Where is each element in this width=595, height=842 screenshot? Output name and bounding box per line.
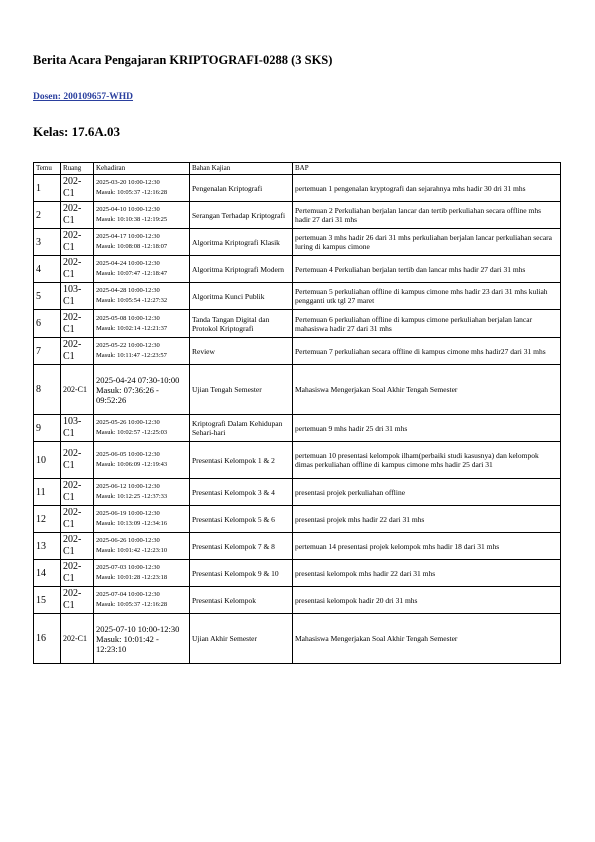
session-report: Pertemuan 2 Perkuliahan berjalan lancar dan tertib perkuliahan secara offline mhs hadir 27 dari 31 mhs xyxy=(293,202,561,229)
session-report: pertemuan 14 presentasi projek kelompok mhs hadir 18 dari 31 mhs xyxy=(293,533,561,560)
room: 202-C1 xyxy=(61,587,94,614)
meeting-number: 2 xyxy=(34,202,61,229)
check-in-time: Masuk: 10:05:37 -12:16:28 xyxy=(96,189,168,196)
table-row xyxy=(34,442,561,479)
room: 202-C1 xyxy=(61,614,94,664)
lecturer-link[interactable] xyxy=(33,92,133,102)
table-row xyxy=(34,479,561,506)
session-report: pertemuan 1 pengenalan kryptografi dan sejarahnya mhs hadir 30 dri 31 mhs xyxy=(293,175,561,202)
topic: Algoritma Kriptografi Klasik xyxy=(190,229,293,256)
check-in-time: Masuk: 10:02:14 -12:21:37 xyxy=(96,324,168,332)
room: 103-C1 xyxy=(61,283,94,310)
lecturer-id[interactable]: Dosen: 200109657-WHD xyxy=(33,92,134,102)
topic: Presentasi Kelompok 7 & 8 xyxy=(190,533,293,560)
attendance-cell xyxy=(94,256,190,283)
session-report: Mahasiswa Mengerjakan Soal Akhir Tengah Semester xyxy=(293,365,561,415)
session-report: pertemuan 9 mhs hadir 25 dri 31 mhs xyxy=(293,415,561,442)
table-row xyxy=(34,614,561,664)
attendance-table xyxy=(33,162,561,664)
attendance-cell xyxy=(94,442,190,479)
room: 202-C1 xyxy=(61,256,94,283)
session-report: Pertemuan 4 Perkuliahan berjalan tertib dan lancar mhs hadir 27 dari 31 mhs xyxy=(293,256,561,283)
col-header-kehadiran: Kehadiran xyxy=(94,163,190,175)
room: 202-C1 xyxy=(61,533,94,560)
schedule-time: 2025-07-03 10:00-12:30 xyxy=(96,564,160,571)
check-in-time: Masuk: 10:07:47 -12:18:47 xyxy=(96,270,168,277)
schedule-time: 2025-04-24 10:00-12:30 xyxy=(96,260,160,267)
room: 202-C1 xyxy=(61,202,94,229)
schedule-time: 2025-06-26 10:00-12:30 xyxy=(96,537,160,544)
schedule-time: 2025-05-22 10:00-12:30 xyxy=(96,342,160,349)
table-row xyxy=(34,202,561,229)
room: 202-C1 xyxy=(61,229,94,256)
attendance-cell xyxy=(94,506,190,533)
attendance-cell xyxy=(94,415,190,442)
session-report: Mahasiswa Mengerjakan Soal Akhir Tengah Semester xyxy=(293,614,561,664)
topic: Presentasi Kelompok 9 & 10 xyxy=(190,560,293,587)
col-header-bahan-kajian: Bahan Kajian xyxy=(190,163,293,175)
check-in-time: Masuk: 10:01:42 - 12:23:10 xyxy=(96,633,159,654)
schedule-time: 2025-04-28 10:00-12:30 xyxy=(96,287,160,294)
schedule-time: 2025-04-24 07:30-10:00 xyxy=(96,374,180,385)
attendance-cell xyxy=(94,587,190,614)
schedule-time: 2025-03-20 10:00-12:30 xyxy=(96,179,160,186)
topic: Presentasi Kelompok 1 & 2 xyxy=(190,442,293,479)
check-in-time: Masuk: 10:11:47 -12:23:57 xyxy=(96,352,167,359)
meeting-number: 14 xyxy=(34,560,61,587)
meeting-number: 1 xyxy=(34,175,61,202)
topic: Presentasi Kelompok 5 & 6 xyxy=(190,506,293,533)
attendance-cell xyxy=(94,533,190,560)
meeting-number: 10 xyxy=(34,442,61,479)
schedule-time: 2025-06-19 10:00-12:30 xyxy=(96,510,160,517)
page-title: Berita Acara Pengajaran KRIPTOGRAFI-0288 (3 SKS) xyxy=(33,53,333,67)
table-row xyxy=(34,533,561,560)
col-header-temu: Temu xyxy=(34,163,61,175)
schedule-time: 2025-06-05 10:00-12:30 xyxy=(96,451,160,458)
table-row xyxy=(34,415,561,442)
schedule-time: 2025-06-12 10:00-12:30 xyxy=(96,483,160,490)
schedule-time: 2025-04-10 10:00-12:30 xyxy=(96,206,160,213)
session-report: pertemuan 3 mhs hadir 26 dari 31 mhs perkuliahan berjalan lancar perkuliahan secara luring di kampus cimone xyxy=(293,229,561,256)
schedule-time: 2025-05-08 10:00-12:30 xyxy=(96,314,160,322)
session-report: Pertemuan 5 perkuliahan offline di kampus cimone mhs hadir 23 dari 31 mhs kuliah pengganti utk tgl 27 maret xyxy=(293,283,561,310)
class-heading: Kelas: 17.6A.03 xyxy=(33,124,121,139)
session-report: presentasi projek mhs hadir 22 dari 31 mhs xyxy=(293,506,561,533)
check-in-time: Masuk: 07:36:26 - 09:52:26 xyxy=(96,384,159,405)
room: 202-C1 xyxy=(61,338,94,365)
table-row xyxy=(34,338,561,365)
room: 202-C1 xyxy=(61,442,94,479)
topic: Algoritma Kunci Publik xyxy=(190,283,293,310)
session-report: pertemuan 10 presentasi kelompok ilham(perbaiki studi kasusnya) dan kelompok dimas perkuliahan offline di kampus cimone mhs hadir 25 dari 31 xyxy=(293,442,561,479)
table-row xyxy=(34,175,561,202)
topic: Algoritma Kriptografi Modern xyxy=(190,256,293,283)
room: 202-C1 xyxy=(61,365,94,415)
table-row xyxy=(34,229,561,256)
meeting-number: 7 xyxy=(34,338,61,365)
check-in-time: Masuk: 10:01:28 -12:23:18 xyxy=(96,574,168,581)
table-row xyxy=(34,283,561,310)
room: 202-C1 xyxy=(61,506,94,533)
table-header-row xyxy=(34,163,561,175)
meeting-number: 15 xyxy=(34,587,61,614)
attendance-cell xyxy=(94,614,190,664)
col-header-bap: BAP xyxy=(293,163,561,175)
check-in-time: Masuk: 10:08:08 -12:18:07 xyxy=(96,243,168,250)
topic: Pengenalan Kriptografi xyxy=(190,175,293,202)
room: 202-C1 xyxy=(61,479,94,506)
check-in-time: Masuk: 10:05:37 -12:16:28 xyxy=(96,601,168,608)
meeting-number: 11 xyxy=(34,479,61,506)
table-row xyxy=(34,310,561,338)
topic: Kriptografi Dalam Kehidupan Sehari-hari xyxy=(190,415,293,442)
meeting-number: 3 xyxy=(34,229,61,256)
meeting-number: 16 xyxy=(34,614,61,664)
meeting-number: 5 xyxy=(34,283,61,310)
attendance-cell xyxy=(94,175,190,202)
schedule-time: 2025-07-10 10:00-12:30 xyxy=(96,623,180,634)
session-report: Pertemuan 7 perkuliahan secara offline di kampus cimone mhs hadir27 dari 31 mhs xyxy=(293,338,561,365)
meeting-number: 13 xyxy=(34,533,61,560)
col-header-ruang: Ruang xyxy=(61,163,94,175)
check-in-time: Masuk: 10:02:57 -12:25:03 xyxy=(96,429,168,436)
table-row xyxy=(34,560,561,587)
attendance-cell xyxy=(94,310,190,338)
room: 103-C1 xyxy=(61,415,94,442)
table-row xyxy=(34,256,561,283)
topic: Ujian Akhir Semester xyxy=(190,614,293,664)
meeting-number: 9 xyxy=(34,415,61,442)
meeting-number: 8 xyxy=(34,365,61,415)
table-row xyxy=(34,587,561,614)
topic: Serangan Terhadap Kriptografi xyxy=(190,202,293,229)
check-in-time: Masuk: 10:06:09 -12:19:43 xyxy=(96,461,168,468)
check-in-time: Masuk: 10:10:38 -12:19:25 xyxy=(96,216,168,223)
meeting-number: 12 xyxy=(34,506,61,533)
session-report: presentasi kelompok hadir 20 dri 31 mhs xyxy=(293,587,561,614)
topic: Ujian Tengah Semester xyxy=(190,365,293,415)
topic: Review xyxy=(190,338,293,365)
attendance-cell xyxy=(94,202,190,229)
session-report: presentasi kelompok mhs hadir 22 dari 31 mhs xyxy=(293,560,561,587)
attendance-cell xyxy=(94,560,190,587)
schedule-time: 2025-04-17 10:00-12:30 xyxy=(96,233,160,240)
topic: Presentasi Kelompok 3 & 4 xyxy=(190,479,293,506)
schedule-time: 2025-05-26 10:00-12:30 xyxy=(96,419,160,426)
topic: Tanda Tangan Digital dan Protokol Kriptografi xyxy=(190,310,293,338)
check-in-time: Masuk: 10:05:54 -12:27:32 xyxy=(96,297,168,304)
attendance-cell xyxy=(94,283,190,310)
meeting-number: 6 xyxy=(34,310,61,338)
topic: Presentasi Kelompok xyxy=(190,587,293,614)
attendance-cell xyxy=(94,365,190,415)
attendance-cell xyxy=(94,338,190,365)
room: 202-C1 xyxy=(61,175,94,202)
session-report: presentasi projek perkuliahan offline xyxy=(293,479,561,506)
attendance-cell xyxy=(94,229,190,256)
table-row xyxy=(34,506,561,533)
room: 202-C1 xyxy=(61,560,94,587)
attendance-cell xyxy=(94,479,190,506)
session-report: Pertemuan 6 perkuliahan offline di kampus cimone perkuliahan berjalan lancar mahasiswa hadir 27 dari 31 mhs xyxy=(293,310,561,338)
meeting-number: 4 xyxy=(34,256,61,283)
check-in-time: Masuk: 10:12:25 -12:37:33 xyxy=(96,493,168,500)
schedule-time: 2025-07-04 10:00-12:30 xyxy=(96,591,160,598)
check-in-time: Masuk: 10:01:42 -12:23:10 xyxy=(96,547,168,554)
table-row xyxy=(34,365,561,415)
check-in-time: Masuk: 10:13:09 -12:34:16 xyxy=(96,520,168,527)
room: 202-C1 xyxy=(61,310,94,338)
